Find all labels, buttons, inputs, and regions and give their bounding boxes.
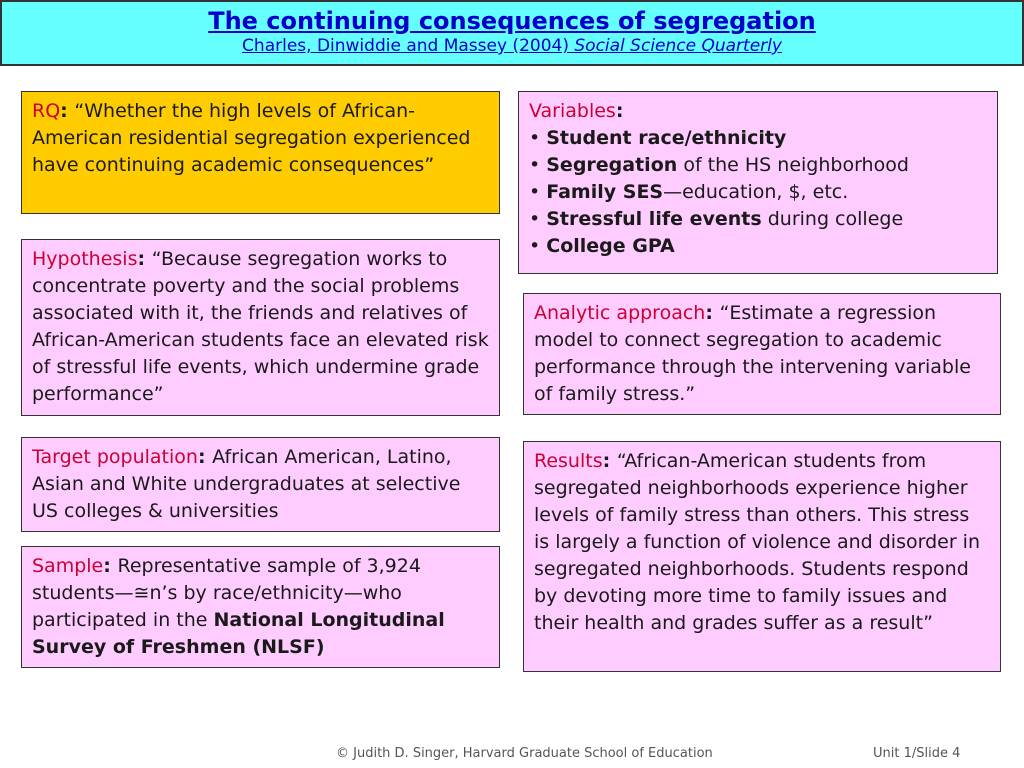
variable-item: • Stressful life events during college xyxy=(529,206,987,233)
results-box: Results: “African-American students from segregated neighborhoods experience higher levels of family stress than others. This stress is largely a function of violence and disorder in segregated neighborhoods. Students respond by devoting more time to family issues and their health and grades suffer as a result” xyxy=(523,441,1001,672)
hypothesis-text: “Because segregation works to concentrate poverty and the social problems associated with it, the friends and relatives of African-American students face an elevated risk of stressful life events, which undermine grade performance” xyxy=(32,248,489,405)
sample-text: Representative sample of 3,924 students—≅n’s by race/ethnicity—who participated in the xyxy=(32,555,421,631)
variable-item: • Family SES—education, $, etc. xyxy=(529,179,987,206)
variable-item: • Segregation of the HS neighborhood xyxy=(529,152,987,179)
analytic-approach-text: “Estimate a regression model to connect segregation to academic performance through the intervening variable of family stress.” xyxy=(534,302,971,405)
sample-label: Sample xyxy=(32,555,104,577)
citation-journal: Social Science Quarterly xyxy=(574,36,782,56)
citation xyxy=(2,36,1022,56)
footer-credit: © Judith D. Singer, Harvard Graduate School of Education xyxy=(336,746,713,761)
target-population-box: Target population: African American, Latino, Asian and White undergraduates at selective US colleges & universities xyxy=(21,437,500,532)
results-text: “African-American students from segregated neighborhoods experience higher levels of family stress than others. This stress is largely a function of violence and disorder in segregated neighborhoods. Students respond by devoting more time to family issues and their health and grades suffer as a result” xyxy=(534,450,980,634)
footer-slide-number: Unit 1/Slide 4 xyxy=(873,746,961,761)
analytic-approach-label: Analytic approach xyxy=(534,302,706,324)
variable-item: • College GPA xyxy=(529,233,987,260)
variables-box: Variables: • Student race/ethnicity • Segregation of the HS neighborhood • Family SES—education, $, etc. • Stressful life events during college • College GPA xyxy=(518,91,998,274)
variable-item: • Student race/ethnicity xyxy=(529,125,987,152)
title-bar xyxy=(0,0,1024,66)
hypothesis-label: Hypothesis xyxy=(32,248,138,270)
citation-authors: Charles, Dinwiddie and Massey (2004) xyxy=(242,36,569,56)
rq-label: RQ xyxy=(32,100,61,122)
analytic-approach-box: Analytic approach: “Estimate a regression model to connect segregation to academic performance through the intervening variable of family stress.” xyxy=(523,293,1001,415)
rq-box: RQ: “Whether the high levels of African-American residential segregation experienced have continuing academic consequences” xyxy=(21,91,500,214)
target-population-label: Target population xyxy=(32,446,198,468)
target-population-text: African American, Latino, Asian and White undergraduates at selective US colleges & universities xyxy=(32,446,461,522)
slide-title: The continuing consequences of segregation xyxy=(208,7,816,35)
sample-survey-name: National Longitudinal Survey of Freshmen (NLSF) xyxy=(32,609,445,658)
variables-label: Variables xyxy=(529,100,616,122)
hypothesis-box: Hypothesis: “Because segregation works to concentrate poverty and the social problems associated with it, the friends and relatives of African-American students face an elevated risk of stressful life events, which undermine grade performance” xyxy=(21,239,500,416)
variables-list xyxy=(529,125,987,260)
rq-text: “Whether the high levels of African-American residential segregation experienced have continuing academic consequences” xyxy=(32,100,471,176)
results-label: Results xyxy=(534,450,603,472)
sample-box: Sample: Representative sample of 3,924 students—≅n’s by race/ethnicity—who participated in the National Longitudinal Survey of Freshmen (NLSF) xyxy=(21,546,500,668)
